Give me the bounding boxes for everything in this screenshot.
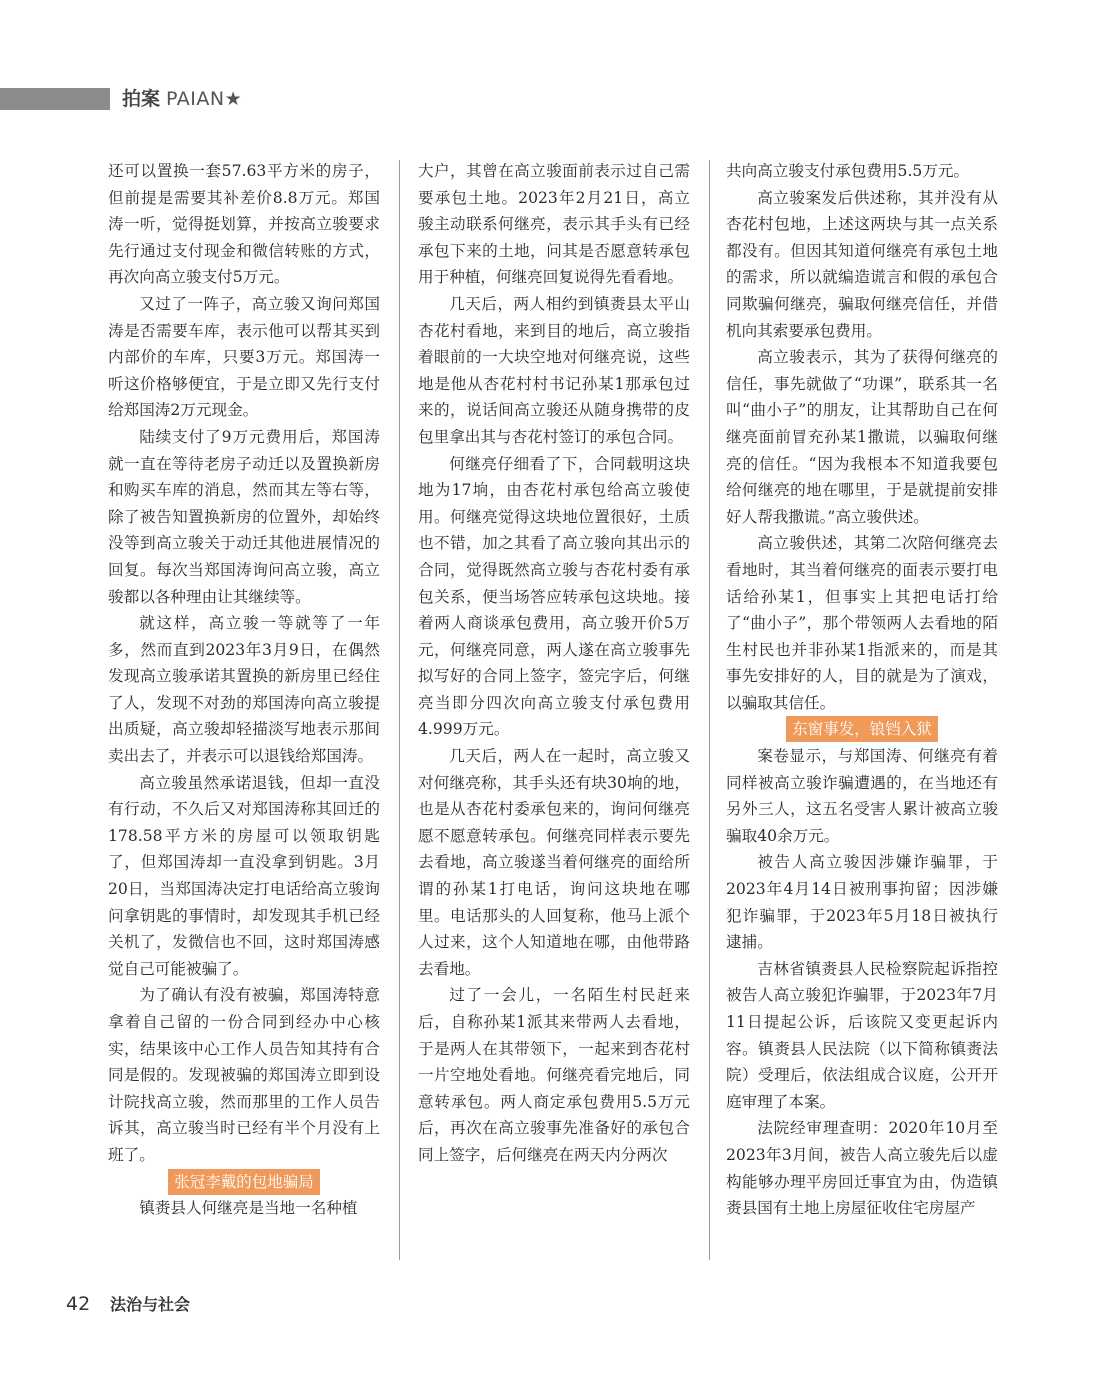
paragraph: 法院经审理查明：2020年10月至2023年3月间，被告人高立骏先后以虚构能够办理平房回迁事宜为由，伪造镇赉县国有土地上房屋征收住宅房屋产 xyxy=(726,1119,998,1218)
paragraph: 何继亮仔细看了下，合同载明这块地为17垧，由杏花村承包给高立骏使用。何继亮觉得这块地位置很好，土质也不错，加之其看了高立骏向其出示的合同，觉得既然高立骏与杏花村委有承包关系，便当场答应转承包这块地。接着两人商谈承包费用，高立骏开价5万元，何继亮同意，两人遂在高立骏事先拟写好的合同上签字，签完字后，何继亮当即分四次向高立骏支付承包费用4.999万元。 xyxy=(418,454,690,739)
section-name-en: PAIAN★ xyxy=(166,88,243,110)
paragraph: 又过了一阵子，高立骏又询问郑国涛是否需要车库，表示他可以帮其买到内部价的车库，只要3万元。郑国涛一听这价格够便宜，于是立即又先行支付给郑国涛2万元现金。 xyxy=(108,294,380,420)
paragraph: 镇赉县人何继亮是当地一名种植 xyxy=(139,1199,358,1218)
header-bar-decoration xyxy=(0,88,110,110)
paragraph: 几天后，两人相约到镇赉县太平山杏花村看地，来到目的地后，高立骏指着眼前的一大块空地对何继亮说，这些地是他从杏花村村书记孙某1那承包过来的，说话间高立骏还从随身携带的皮包里拿出其与杏花村签订的承包合同。 xyxy=(418,294,690,446)
paragraph: 高立骏虽然承诺退钱，但却一直没有行动，不久后又对郑国涛称其回迁的178.58平方米的房屋可以领取钥匙了，但郑国涛却一直没拿到钥匙。3月20日，当郑国涛决定打电话给高立骏询问拿钥匙的事情时，却发现其手机已经关机了，发微信也不回，这时郑国涛感觉自己可能被骗了。 xyxy=(108,773,380,978)
paragraph: 陆续支付了9万元费用后，郑国涛就一直在等待老房子动迁以及置换新房和购买车库的消息，然而其左等右等，除了被告知置换新房的位置外，却始终没等到高立骏关于动迁其他进展情况的回复。每次当郑国涛询问高立骏，高立骏都以各种理由让其继续等。 xyxy=(108,427,380,606)
paragraph: 几天后，两人在一起时，高立骏又对何继亮称，其手头还有块30垧的地，也是从杏花村委承包来的，询问何继亮愿不愿意转承包。何继亮同样表示要先去看地，高立骏遂当着何继亮的面给所谓的孙某1打电话，询问这块地在哪里。电话那头的人回复称，他马上派个人过来，这个人知道地在哪，由他带路去看地。 xyxy=(418,747,690,978)
paragraph: 高立骏供述，其第二次陪何继亮去看地时，其当着何继亮的面表示要打电话给孙某1，但事实上其把电话打给了“曲小子”，那个带领两人去看地的陌生村民也并非孙某1指派来的，而是其事先安排好的人，目的就是为了演戏，以骗取其信任。 xyxy=(726,534,998,712)
paragraph: 过了一会儿，一名陌生村民赶来后，自称孙某1派其来带两人去看地，于是两人在其带领下，一起来到杏花村一片空地处看地。何继亮看完地后，同意转承包。两人商定承包费用5.5万元后，再次在高立骏事先准备好的承包合同上签字，后何继亮在两天内分两次 xyxy=(418,986,690,1164)
paragraph: 吉林省镇赉县人民检察院起诉指控被告人高立骏犯诈骗罪，于2023年7月11日提起公诉，后该院又变更起诉内容。镇赉县人民法院（以下简称镇赉法院）受理后，依法组成合议庭，公开开庭审理了本案。 xyxy=(726,959,998,1111)
section-subheading xyxy=(726,716,998,743)
magazine-title: 法治与社会 xyxy=(110,1295,191,1314)
paragraph: 高立骏表示，其为了获得何继亮的信任，事先就做了“功课”，联系其一名叫“曲小子”的朋友，让其帮助自己在何继亮面前冒充孙某1撒谎，以骗取何继亮的信任。“因为我根本不知道我要包给何继亮的地在哪里，于是就提前安排好人帮我撒谎。”高立骏供述。 xyxy=(726,348,998,526)
paragraph: 还可以置换一套57.63平方米的房子，但前提是需要其补差价8.8万元。郑国涛一听，觉得挺划算，并按高立骏要求先行通过支付现金和微信转账的方式，再次向高立骏支付5万元。 xyxy=(108,162,380,287)
column-divider xyxy=(709,160,710,1260)
paragraph: 共向高立骏支付承包费用5.5万元。 xyxy=(726,162,970,180)
paragraph: 大户，其曾在高立骏面前表示过自己需要承包土地。2023年2月21日，高立骏主动联系何继亮，表示其手头有已经承包下来的土地，问其是否愿意转承包用于种植，何继亮回复说得先看看地。 xyxy=(418,162,690,287)
page-number: 42 xyxy=(66,1293,91,1315)
column-divider xyxy=(399,160,400,1260)
paragraph: 被告人高立骏因涉嫌诈骗罪，于2023年4月14日被刑事拘留；因涉嫌犯诈骗罪，于2023年5月18日被执行逮捕。 xyxy=(726,853,998,952)
section-subheading xyxy=(108,1169,380,1196)
article-column-2 xyxy=(418,158,690,1169)
section-name-zh: 拍案 xyxy=(122,88,161,110)
article-column-1 xyxy=(108,158,380,1222)
subheading-label: 东窗事发，锒铛入狱 xyxy=(786,716,938,742)
subheading-label: 张冠李戴的包地骗局 xyxy=(168,1169,320,1195)
paragraph: 案卷显示，与郑国涛、何继亮有着同样被高立骏诈骗遭遇的，在当地还有另外三人，这五名受害人累计被高立骏骗取40余万元。 xyxy=(726,747,998,845)
paragraph: 就这样，高立骏一等就等了一年多，然而直到2023年3月9日，在偶然发现高立骏承诺其置换的新房里已经住了人，发现不对劲的郑国涛向高立骏提出质疑，高立骏却轻描淡写地表示那间卖出去了，并表示可以退钱给郑国涛。 xyxy=(108,614,380,766)
paragraph: 为了确认有没有被骗，郑国涛特意拿着自己留的一份合同到经办中心核实，结果该中心工作人员告知其持有合同是假的。发现被骗的郑国涛立即到设计院找高立骏，然而那里的工作人员告诉其，高立骏当时已经有半个月没有上班了。 xyxy=(108,986,380,1164)
section-header xyxy=(122,86,242,112)
paragraph: 高立骏案发后供述称，其并没有从杏花村包地，上述这两块与其一点关系都没有。但因其知道何继亮有承包土地的需求，所以就编造谎言和假的承包合同欺骗何继亮，骗取何继亮信任，并借机向其索要承包费用。 xyxy=(726,188,998,340)
article-column-3 xyxy=(726,158,998,1222)
